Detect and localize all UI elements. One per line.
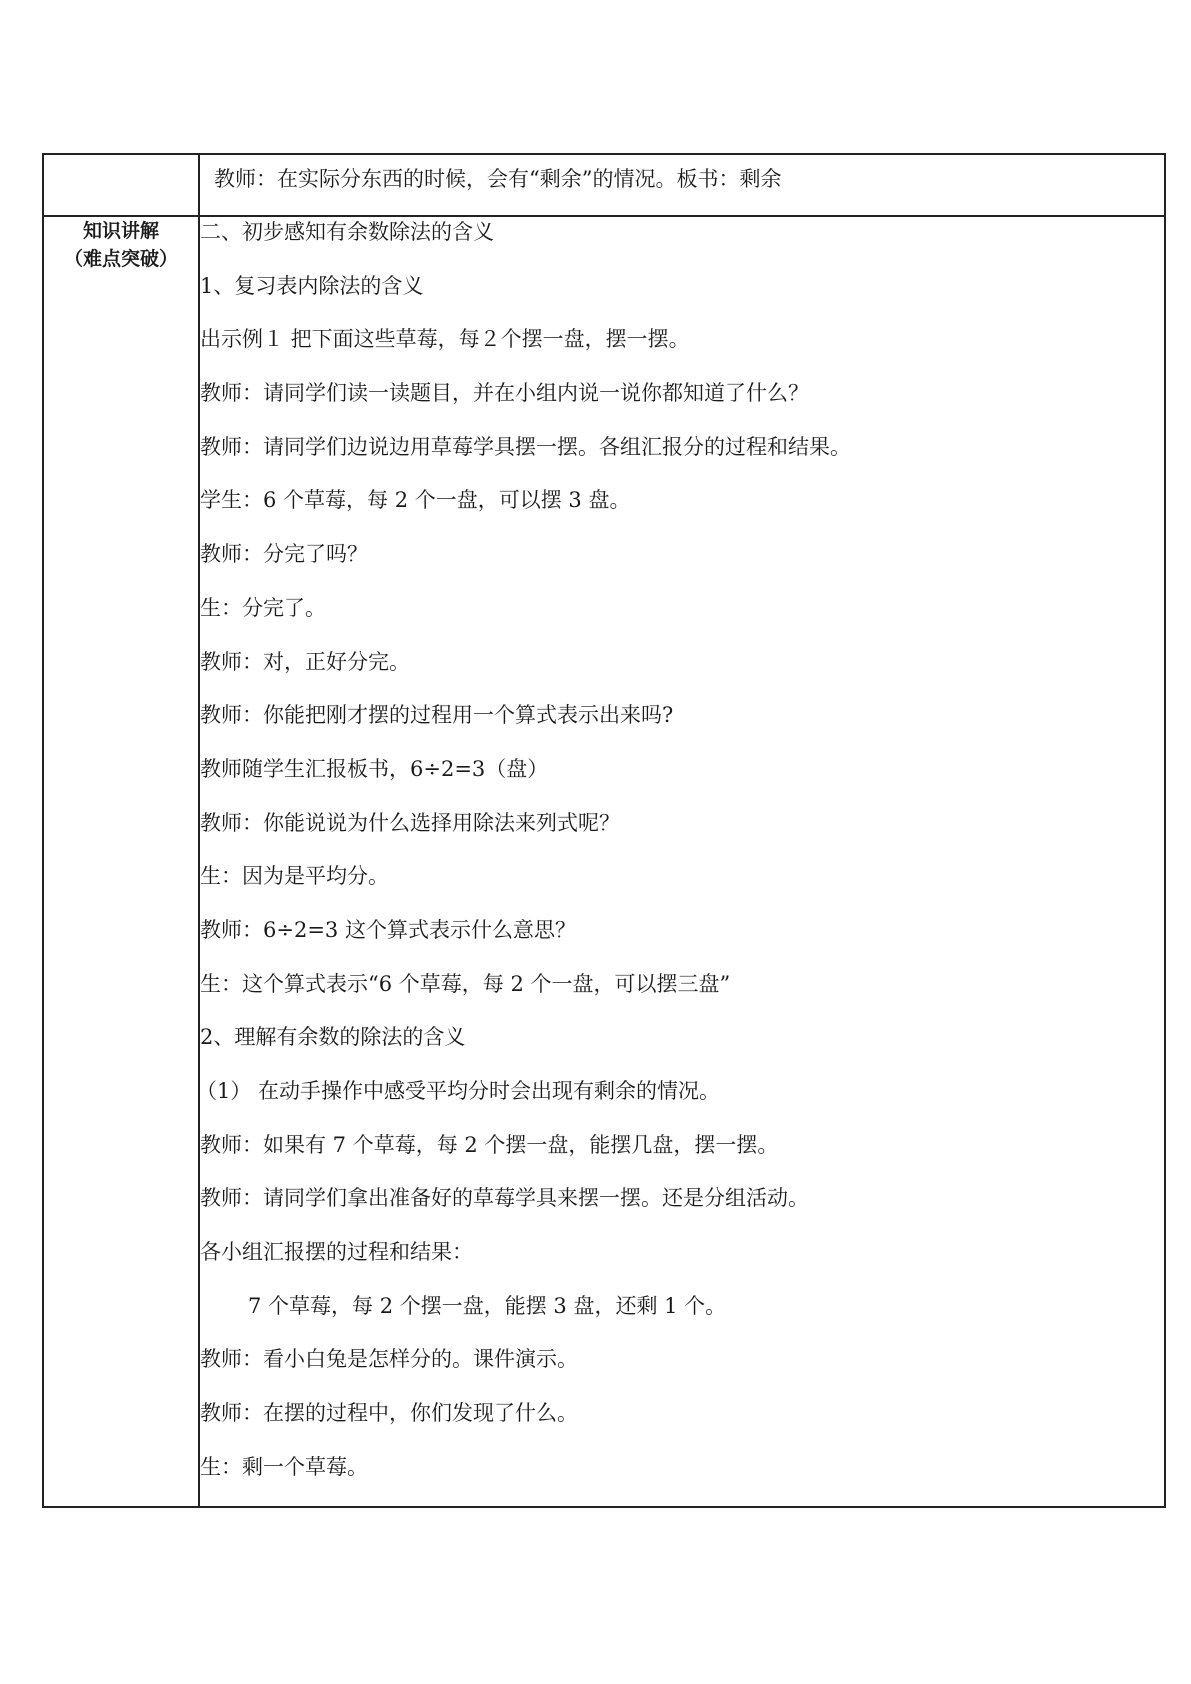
table-row bbox=[43, 154, 1165, 216]
content-line: 教师：你能说说为什么选择用除法来列式呢？ bbox=[200, 810, 620, 835]
content-line: 出示例１ 把下面这些草莓，每２个摆一盘，摆一摆。 bbox=[200, 327, 690, 352]
section-label-line2: （难点突破） bbox=[63, 248, 178, 270]
content-line: 教师：6÷2=3 这个算式表示什么意思？ bbox=[200, 917, 576, 942]
content-line: 生：因为是平均分。 bbox=[200, 864, 389, 889]
lesson-plan-table bbox=[42, 153, 1166, 1508]
content-line: 2、理解有余数的除法的含义 bbox=[200, 1025, 466, 1050]
content-line: 教师：请同学们边说边用草莓学具摆一摆。各组汇报分的过程和结果。 bbox=[200, 434, 851, 459]
section-label-cell bbox=[43, 216, 199, 1507]
content-line: 1、复习表内除法的含义 bbox=[200, 273, 424, 298]
empty-label-cell bbox=[43, 154, 199, 216]
content-line: 教师：分完了吗？ bbox=[200, 542, 368, 567]
content-line: 教师：对，正好分完。 bbox=[200, 649, 410, 674]
content-line: 7 个草莓，每 2 个摆一盘，能摆 3 盘，还剩 1 个。 bbox=[248, 1293, 727, 1318]
content-line: 教师：请同学们读一读题目，并在小组内说一说你都知道了什么？ bbox=[200, 381, 809, 406]
content-line: 生：这个算式表示“6 个草莓，每 2 个一盘，可以摆三盘” bbox=[200, 971, 731, 996]
content-line: 教师：你能把刚才摆的过程用一个算式表示出来吗? bbox=[200, 703, 674, 728]
content-line: （1） 在动手操作中感受平均分时会出现有剩余的情况。 bbox=[196, 1079, 721, 1103]
content-line: 各小组汇报摆的过程和结果： bbox=[200, 1240, 473, 1265]
content-line: 学生：6 个草莓，每 2 个一盘，可以摆 3 盘。 bbox=[200, 488, 631, 513]
content-line: 教师：看小白兔是怎样分的。课件演示。 bbox=[200, 1347, 578, 1372]
content-line: 二、初步感知有余数除法的含义 bbox=[200, 220, 494, 244]
top-row-text: 教师：在实际分东西的时候，会有“剩余”的情况。板书：剩余 bbox=[199, 154, 1165, 216]
content-line: 教师：请同学们拿出准备好的草莓学具来摆一摆。还是分组活动。 bbox=[200, 1186, 809, 1211]
content-line: 教师：如果有 7 个草莓，每 2 个摆一盘，能摆几盘，摆一摆。 bbox=[200, 1132, 779, 1157]
content-line: 教师：在摆的过程中，你们发现了什么。 bbox=[200, 1401, 578, 1426]
content-line: 教师随学生汇报板书，6÷2=3（盘） bbox=[200, 756, 549, 781]
content-line: 生：剩一个草莓。 bbox=[200, 1454, 368, 1479]
content-line: 生：分完了。 bbox=[200, 595, 326, 620]
table-row bbox=[43, 216, 1165, 1507]
section-label-line1: 知识讲解 bbox=[82, 220, 159, 242]
section-content-cell bbox=[196, 216, 1165, 1507]
